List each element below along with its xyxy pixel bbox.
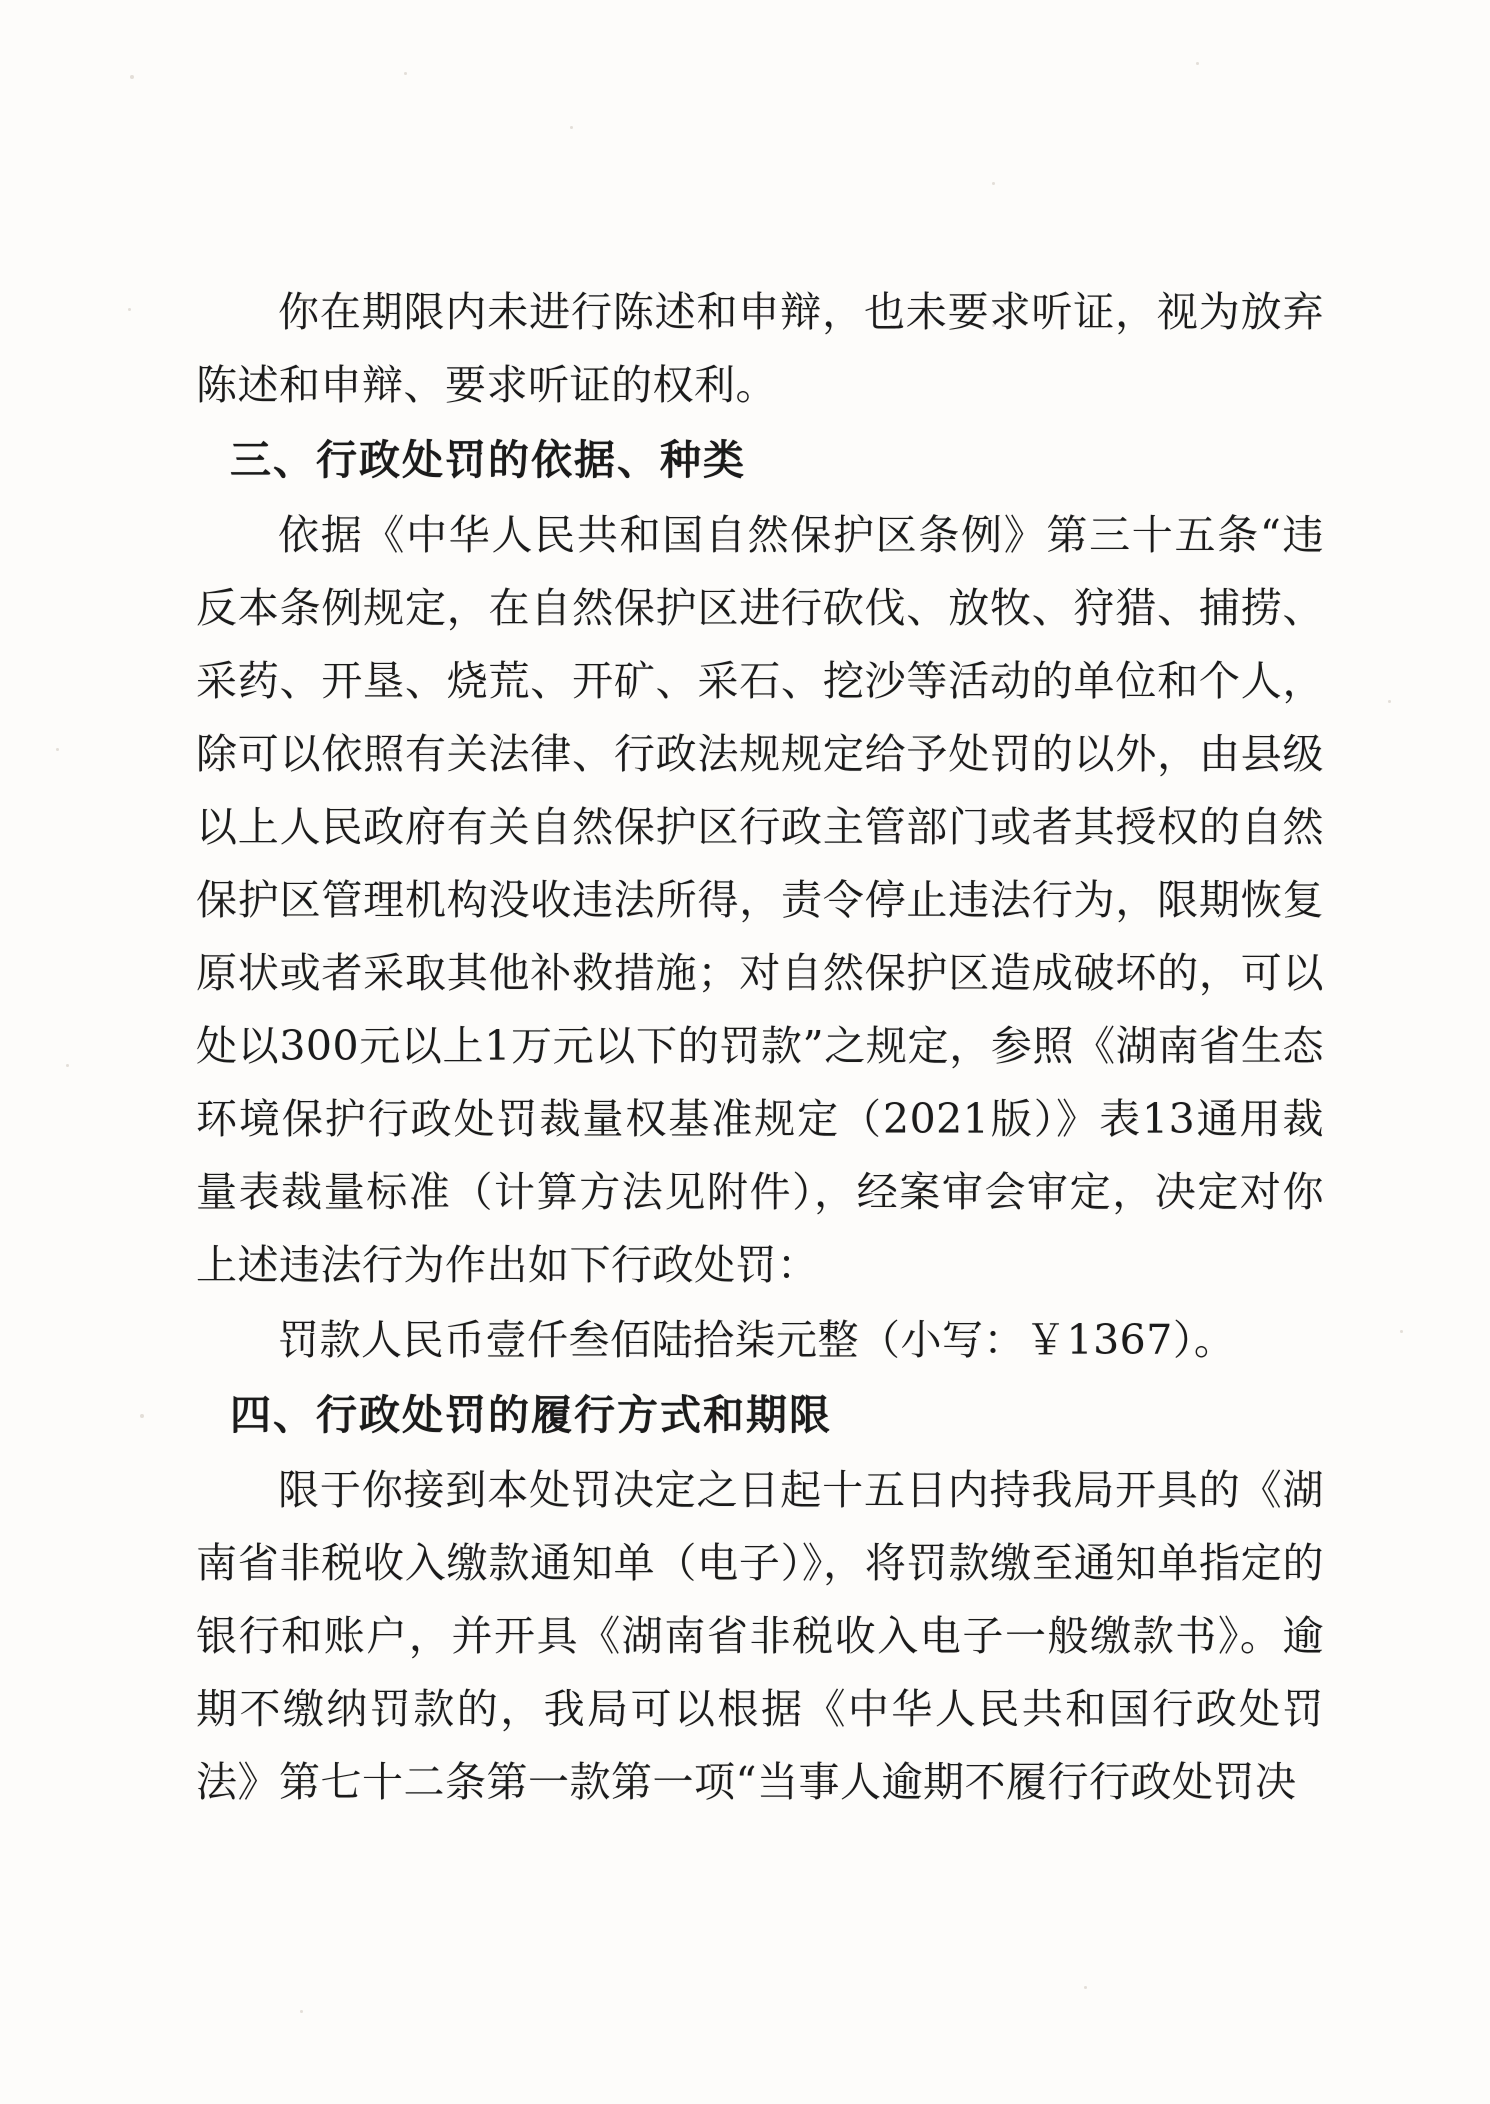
scan-speckle [570,126,573,129]
scan-speckle [1400,1330,1403,1333]
document-body [196,276,1324,1821]
scan-speckle [140,1414,144,1418]
paragraph-fine-amount: 罚款人民币壹仟叁佰陆拾柒元整（小写：￥1367）。 [278,1316,1236,1364]
scan-speckle [66,1064,69,1067]
scan-speckle [56,748,59,751]
scan-speckle [1196,62,1199,65]
scan-speckle [300,2010,303,2013]
paragraph-legal-basis: 依据《中华人民共和国自然保护区条例》第三十五条“违反本条例规定，在自然保护区进行砍伐、放牧、狩猎、捕捞、采药、开垦、烧荒、开矿、采石、挖沙等活动的单位和个人，除可以依照有关法律、行政法规规定给予处罚的以外，由县级以上人民政府有关自然保护区行政主管部门或者其授权的自然保护区管理机构没收违法所得，责令停止违法行为，限期恢复原状或者采取其他补救措施；对自然保护区造成破坏的，可以处以300元以上1万元以下的罚款”之规定，参照《湖南省生态环境保护行政处罚裁量权基准规定（2021版）》表13通用裁量表裁量标准（计算方法见附件），经案审会审定，决定对你上述违法行为作出如下行政处罚： [196,511,1324,1289]
scan-speckle [128,308,131,311]
heading-penalty-basis-and-type: 三、行政处罚的依据、种类 [230,436,746,484]
scan-speckle [1084,1986,1087,1989]
paragraph-no-statement: 你在期限内未进行陈述和申辩，也未要求听证，视为放弃陈述和申辩、要求听证的权利。 [196,288,1324,409]
heading-payment-method-and-term: 四、行政处罚的履行方式和期限 [230,1391,832,1439]
scan-speckle [130,75,134,79]
paragraph-payment-terms: 限于你接到本处罚决定之日起十五日内持我局开具的《湖南省非税收入缴款通知单（电子）》，将罚款缴至通知单指定的银行和账户，并开具《湖南省非税收入电子一般缴款书》。逾期不缴纳罚款的，我局可以根据《中华人民共和国行政处罚法》第七十二条第一款第一项“当事人逾期不履行行政处罚决 [196,1466,1324,1806]
scan-speckle [992,182,995,185]
scan-speckle [1388,700,1391,703]
scan-speckle [404,72,407,75]
